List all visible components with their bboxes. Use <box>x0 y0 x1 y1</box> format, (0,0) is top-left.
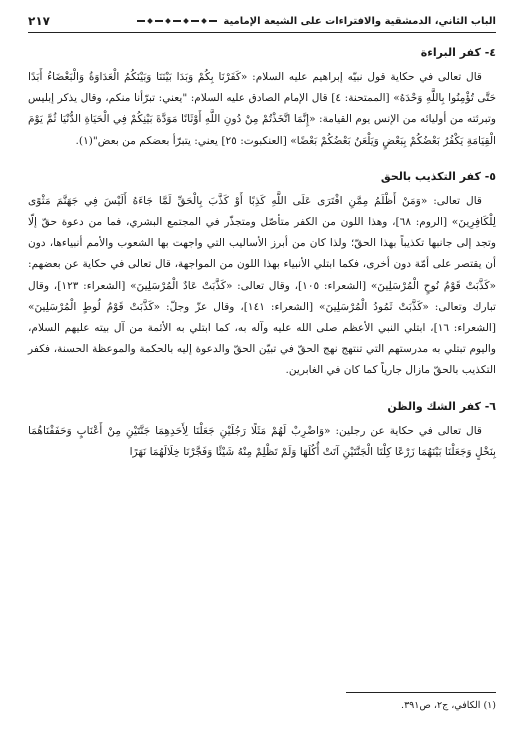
page-number: ٢١٧ <box>28 14 50 28</box>
header-ornament <box>56 19 217 23</box>
footnote-divider <box>346 692 496 693</box>
section-paragraph-baraa: قال تعالى في حكاية قول نبيّه إبراهيم عليه السلام: «كَفَرْنَا بِكُمْ وَبَدَا بَيْنَنَا وَبَيْنَكُمُ الْعَدَاوَةُ وَالْبَغْضَاءُ أَبَدًا حَتَّى تُؤْمِنُوا بِاللَّهِ وَحْدَهُ» [الممتحنة: ٤] قال الإمام الصادق عليه السلام: "يعني: تبرّأنا منكم، وقال يذكر إبليس وتبرئته من أوليائه من الإنس يوم القيامة: «إِنَّمَا اتَّخَذْتُمْ مِنْ دُونِ اللَّهِ أَوْثَانًا مَوَدَّةَ بَيْنِكُمْ فِي الْحَيَاةِ الدُّنْيَا ثُمَّ يَوْمَ الْقِيَامَةِ يَكْفُرُ بَعْضُكُمْ بِبَعْضٍ وَيَلْعَنُ بَعْضُكُمْ بَعْضًا» [العنكبوت: ٢٥] يعني: يتبرّأ بعضكم من بعض"(١). <box>28 71 496 147</box>
chapter-title: الباب الثاني، الدمشقية والافتراءات على الشيعة الإمامية <box>223 15 496 27</box>
section-title-takdhib: ٥- كفر التكذيب بالحق <box>380 169 496 183</box>
section-paragraph-takdhib: قال تعالى: «وَمَنْ أَظْلَمُ مِمَّنِ افْتَرَى عَلَى اللَّهِ كَذِبًا أَوْ كَذَّبَ بِالْحَقِّ لَمَّا جَاءَهُ أَلَيْسَ فِي جَهَنَّمَ مَثْوًى لِلْكَافِرِينَ» [الروم: ٦٨]، وهذا اللون من الكفر متأصّل ومتجذّر في المجتمع البشري، فما من دعوة حقّ إلّا وتجد إلى جانبها تكذيباً بهذا الحقّ؛ ولذا كان من أبرز الأساليب التي واجهت بها الشعوب والأمم أنبياءها، دون أن يقتصر على أمّة دون أخرى، فكما ابتلي الأنبياء بهذا اللون من المواجهة، قال تعالى في حكاية عن بعضهم: «كَذَّبَتْ قَوْمُ نُوحٍ الْمُرْسَلِينَ» [الشعراء: ١٠٥]، وقال تعالى: «كَذَّبَتْ عَادٌ الْمُرْسَلِينَ» [الشعراء: ١٢٣]، وقال تبارك وتعالى: «كَذَّبَتْ ثَمُودُ الْمُرْسَلِينَ» [الشعراء: ١٤١]، وقال عزّ وجلّ: «كَذَّبَتْ قَوْمُ لُوطٍ الْمُرْسَلِينَ» [الشعراء: ١٦]، ابتلي النبي الأعظم صلى الله عليه وآله به، كما ابتلي به الأئمة من آل بيته عليهم السلام، واليوم تبتلي به مدرستهم التي تنتهج نهج الحقّ في تبيّن الحقّ والدعوة إليه بالحكمة والموعظة الحسنة، فكفر التكذيب بالحقّ مازال جارياً كما كان في الغابرين. <box>28 194 497 377</box>
section-paragraph-shakk: قال تعالى في حكاية عن رجلين: «وَاضْرِبْ لَهُمْ مَثَلًا رَجُلَيْنِ جَعَلْنَا لِأَحَدِهِمَا جَنَّتَيْنِ مِنْ أَعْنَابٍ وَحَفَفْنَاهُمَا بِنَخْلٍ وَجَعَلْنَا بَيْنَهُمَا زَرْعًا كِلْتَا الْجَنَّتَيْنِ آتَتْ أُكُلَهَا وَلَمْ تَظْلِمْ مِنْهُ شَيْئًا وَفَجَّرْنَا خِلَالَهُمَا نَهَرًا <box>28 424 496 458</box>
section-title-baraa: ٤- كفر البراءة <box>420 46 496 59</box>
page-body <box>28 40 496 463</box>
footnote: (١) الكافي، ج٢، ص٣٩١. <box>401 700 496 711</box>
section-title-shakk: ٦- كفر الشك والظن <box>387 399 496 413</box>
page-header <box>28 10 496 33</box>
